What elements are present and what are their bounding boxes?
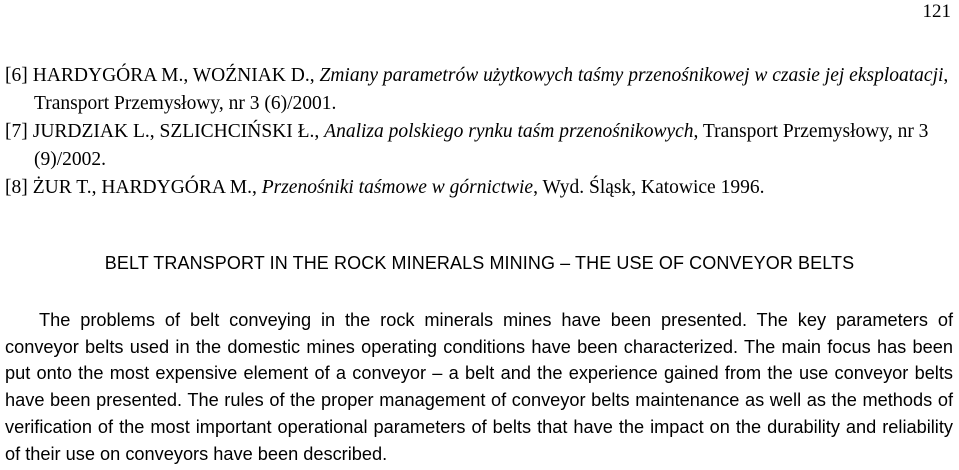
reference-item-6 [5, 62, 953, 118]
reference-authors: HARDYGÓRA M., WOŹNIAK D., [32, 65, 320, 86]
reference-authors: ŻUR T., HARDYGÓRA M., [32, 177, 262, 198]
reference-number: [8] [5, 177, 28, 198]
reference-authors: JURDZIAK L., SZLICHCIŃSKI Ł., [32, 121, 325, 142]
reference-source: , Transport Przemysłowy, nr 3 (6)/2001. [34, 65, 949, 114]
abstract-body: The problems of belt conveying in the rock minerals mines have been presented. The key parameters of conveyor belts used in the domestic mines operating conditions have been characterized. The main focus has been put onto the most expensive element of a conveyor – a belt and the experience gained from the use conveyor belts have been presented. The rules of the proper management of conveyor belts maintenance as well as the methods of verification of the most important operational parameters of belts that have the impact on the durability and reliability of their use on conveyors have been described. [5, 310, 953, 464]
references-list [5, 62, 953, 202]
abstract-title: BELT TRANSPORT IN THE ROCK MINERALS MINING – THE USE OF CONVEYOR BELTS [104, 253, 855, 273]
reference-title: Zmiany parametrów użytkowych taśmy przenośnikowej w czasie jej eksploatacji [319, 65, 944, 86]
reference-item-8 [5, 174, 953, 202]
reference-title: Analiza polskiego rynku taśm przenośnikowych [324, 121, 694, 142]
page-number: 121 [922, 1, 951, 22]
reference-title: Przenośniki taśmowe w górnictwie [261, 177, 534, 198]
reference-number: [7] [5, 121, 28, 142]
reference-source: , Transport Przemysłowy, nr 3 (9)/2002. [34, 121, 929, 170]
reference-source: , Wyd. Śląsk, Katowice 1996. [533, 177, 765, 198]
reference-item-7 [5, 118, 953, 174]
reference-number: [6] [5, 65, 28, 86]
